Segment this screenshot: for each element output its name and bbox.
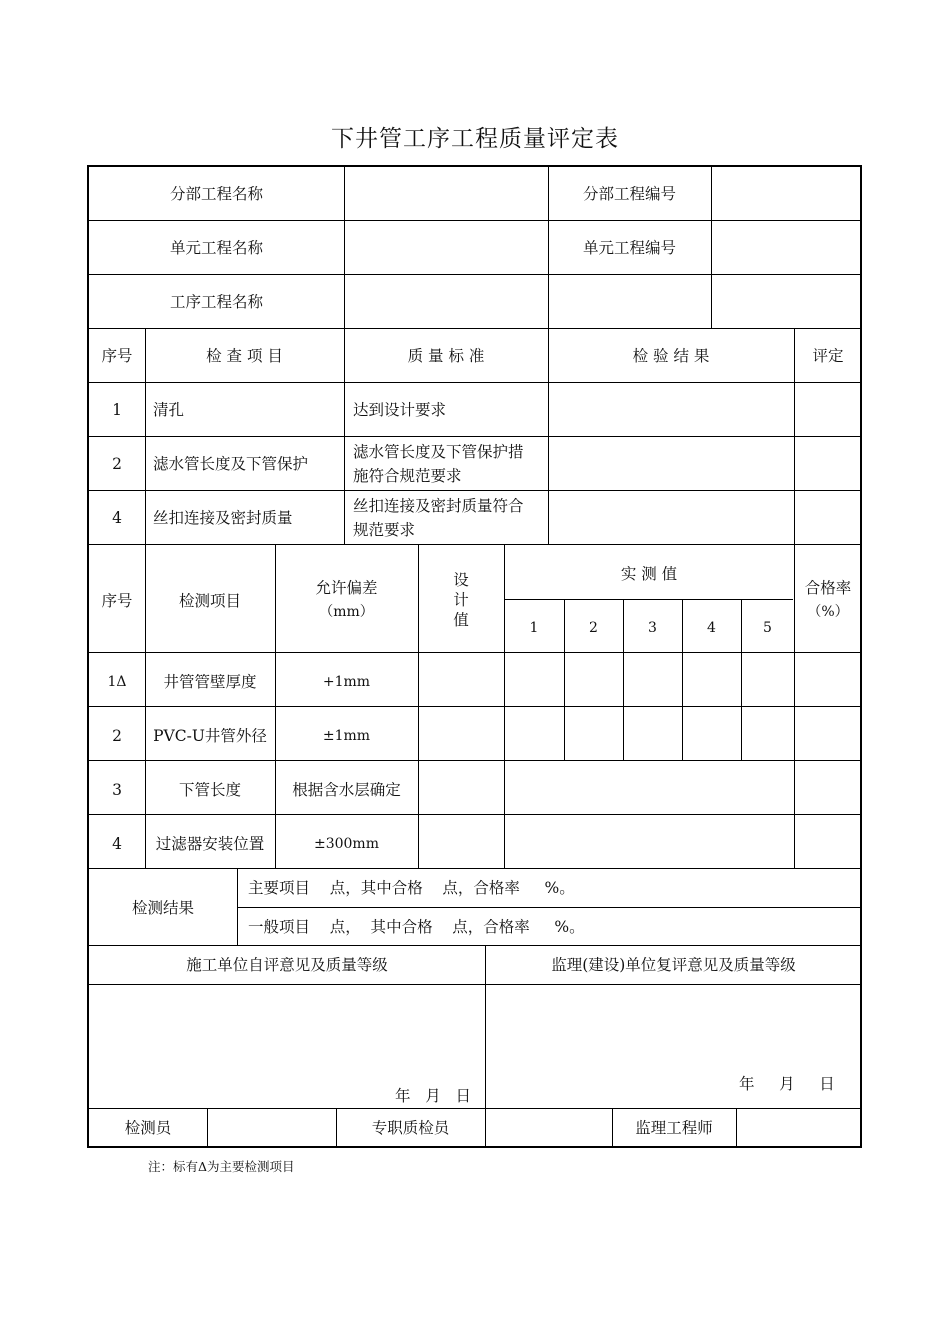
- results-general: 一般项目 点， 其中合格 点，合格率 %。: [248, 918, 585, 936]
- unit-name-label: 单元工程名称: [169, 239, 263, 257]
- table-row-seq: 3: [112, 781, 122, 799]
- table-row-tolerance: ±300mm: [313, 836, 379, 852]
- table-row-seq: 1: [112, 401, 122, 419]
- table-row-tolerance: 根据含水层确定: [292, 781, 401, 799]
- table-row-item: 井管管壁厚度: [163, 673, 257, 691]
- unit-no-label: 单元工程编号: [582, 239, 676, 257]
- col-seq: 序号: [101, 592, 133, 610]
- col-result: 检 验 结 果: [632, 347, 710, 365]
- table-row-standard: 滤水管长度及下管保护措: [353, 443, 524, 461]
- subproject-no-label: 分部工程编号: [582, 185, 676, 203]
- col-seq: 序号: [101, 347, 133, 365]
- supervisor-opinion-label: 监理(建设)单位复评意见及质量等级: [551, 956, 796, 974]
- quality-inspector-label: 专职质检员: [371, 1119, 450, 1137]
- table-row-standard-cont: 规范要求: [353, 521, 416, 539]
- col-item: 检 查 项 目: [206, 347, 283, 365]
- col-measured-5: 5: [763, 620, 772, 636]
- col-standard: 质 量 标 准: [407, 347, 485, 365]
- results-label: 检测结果: [131, 899, 194, 917]
- table-row-item: 丝扣连接及密封质量: [153, 509, 293, 527]
- table-row-standard: 丝扣连接及密封质量符合: [353, 497, 524, 515]
- table-row-seq: 4: [112, 509, 122, 527]
- col-pass-rate-unit: （%）: [807, 604, 849, 620]
- contractor-date: 年 月 日: [395, 1087, 472, 1105]
- evaluation-form: [87, 165, 862, 1148]
- col-design: 值: [453, 611, 469, 629]
- col-tolerance: 允许偏差: [315, 579, 378, 597]
- table-row-item: 过滤器安装位置: [155, 835, 265, 853]
- col-pass-rate: 合格率: [804, 579, 852, 597]
- col-measured-1: 1: [529, 620, 539, 636]
- col-measured-3: 3: [648, 620, 657, 636]
- engineer-label: 监理工程师: [635, 1119, 713, 1137]
- table-row-standard: 达到设计要求: [353, 401, 447, 419]
- col-design: 设: [453, 571, 469, 589]
- supervisor-date: 年 月 日: [739, 1075, 835, 1093]
- col-design: 计: [453, 591, 469, 609]
- table-row-seq: 4: [112, 835, 122, 853]
- inspector-label: 检测员: [124, 1119, 172, 1137]
- contractor-opinion-label: 施工单位自评意见及质量等级: [186, 956, 388, 974]
- table-row-tolerance: ±1mm: [322, 728, 371, 744]
- col-item: 检测项目: [178, 592, 241, 610]
- table-row-item: 滤水管长度及下管保护: [153, 455, 309, 473]
- results-main: 主要项目 点，其中合格 点，合格率 %。: [248, 879, 575, 897]
- subproject-name-label: 分部工程名称: [169, 185, 263, 203]
- table-row-item: 清孔: [153, 401, 185, 419]
- col-rating: 评定: [812, 347, 844, 365]
- table-row-seq: 2: [112, 727, 122, 745]
- table-row-item: 下管长度: [178, 781, 241, 799]
- table-row-seq: 2: [112, 455, 122, 473]
- footnote: 注：标有Δ为主要检测项目: [148, 1159, 295, 1174]
- table-row-item: PVC-U井管外径: [153, 727, 267, 745]
- page-title: 下井管工序工程质量评定表: [331, 126, 619, 152]
- table-row-standard-cont: 施符合规范要求: [353, 467, 462, 485]
- process-name-label: 工序工程名称: [169, 293, 263, 311]
- col-measured: 实 测 值: [620, 565, 678, 583]
- col-measured-4: 4: [707, 620, 716, 636]
- col-measured-2: 2: [589, 620, 598, 636]
- table-row-seq: 1Δ: [107, 674, 127, 690]
- table-row-tolerance: +1mm: [322, 674, 371, 690]
- col-tolerance-unit: （mm）: [319, 604, 374, 620]
